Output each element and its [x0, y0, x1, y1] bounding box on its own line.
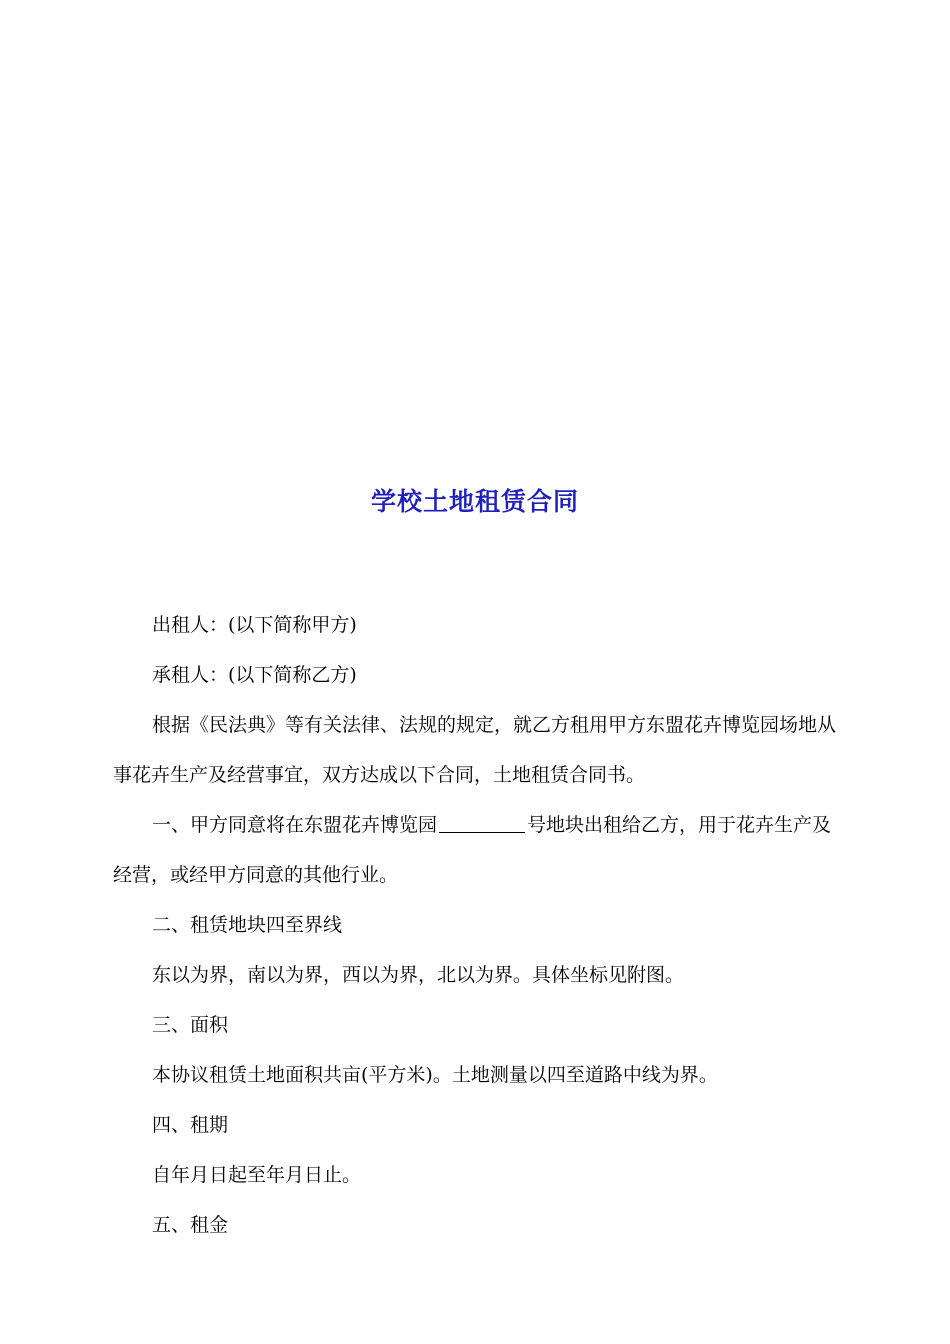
paragraph-clause-1	[113, 800, 837, 900]
paragraph-boundaries: 东以为界，南以为界，西以为界，北以为界。具体坐标见附图。	[152, 964, 685, 986]
paragraph-clause-4-heading: 四、租期	[152, 1114, 229, 1136]
paragraph-clause-2-heading: 二、租赁地块四至界线	[152, 914, 343, 936]
clause-1-text-after: 号地块出租给乙方，用于花卉生产及经营，或经甲方同意的其他行业。	[113, 814, 832, 886]
document-body	[113, 600, 837, 1250]
paragraph-area: 本协议租赁土地面积共亩(平方米)。土地测量以四至道路中线为界。	[152, 1064, 718, 1086]
paragraph-term: 自年月日起至年月日止。	[152, 1164, 362, 1186]
plot-number-blank	[439, 813, 525, 833]
clause-1-text-before: 一、甲方同意将在东盟花卉博览园	[152, 814, 438, 836]
paragraph-lessee: 承租人：(以下简称乙方)	[152, 664, 357, 686]
document-title: 学校土地租赁合同	[370, 487, 579, 516]
paragraph-preamble: 根据《民法典》等有关法律、法规的规定，就乙方租用甲方东盟花卉博览园场地从事花卉生产及经营事宜，双方达成以下合同，土地租赁合同书。	[113, 714, 837, 786]
paragraph-clause-5-heading: 五、租金	[152, 1214, 229, 1236]
paragraph-clause-3-heading: 三、面积	[152, 1014, 229, 1036]
paragraph-lessor: 出租人：(以下简称甲方)	[152, 614, 357, 636]
